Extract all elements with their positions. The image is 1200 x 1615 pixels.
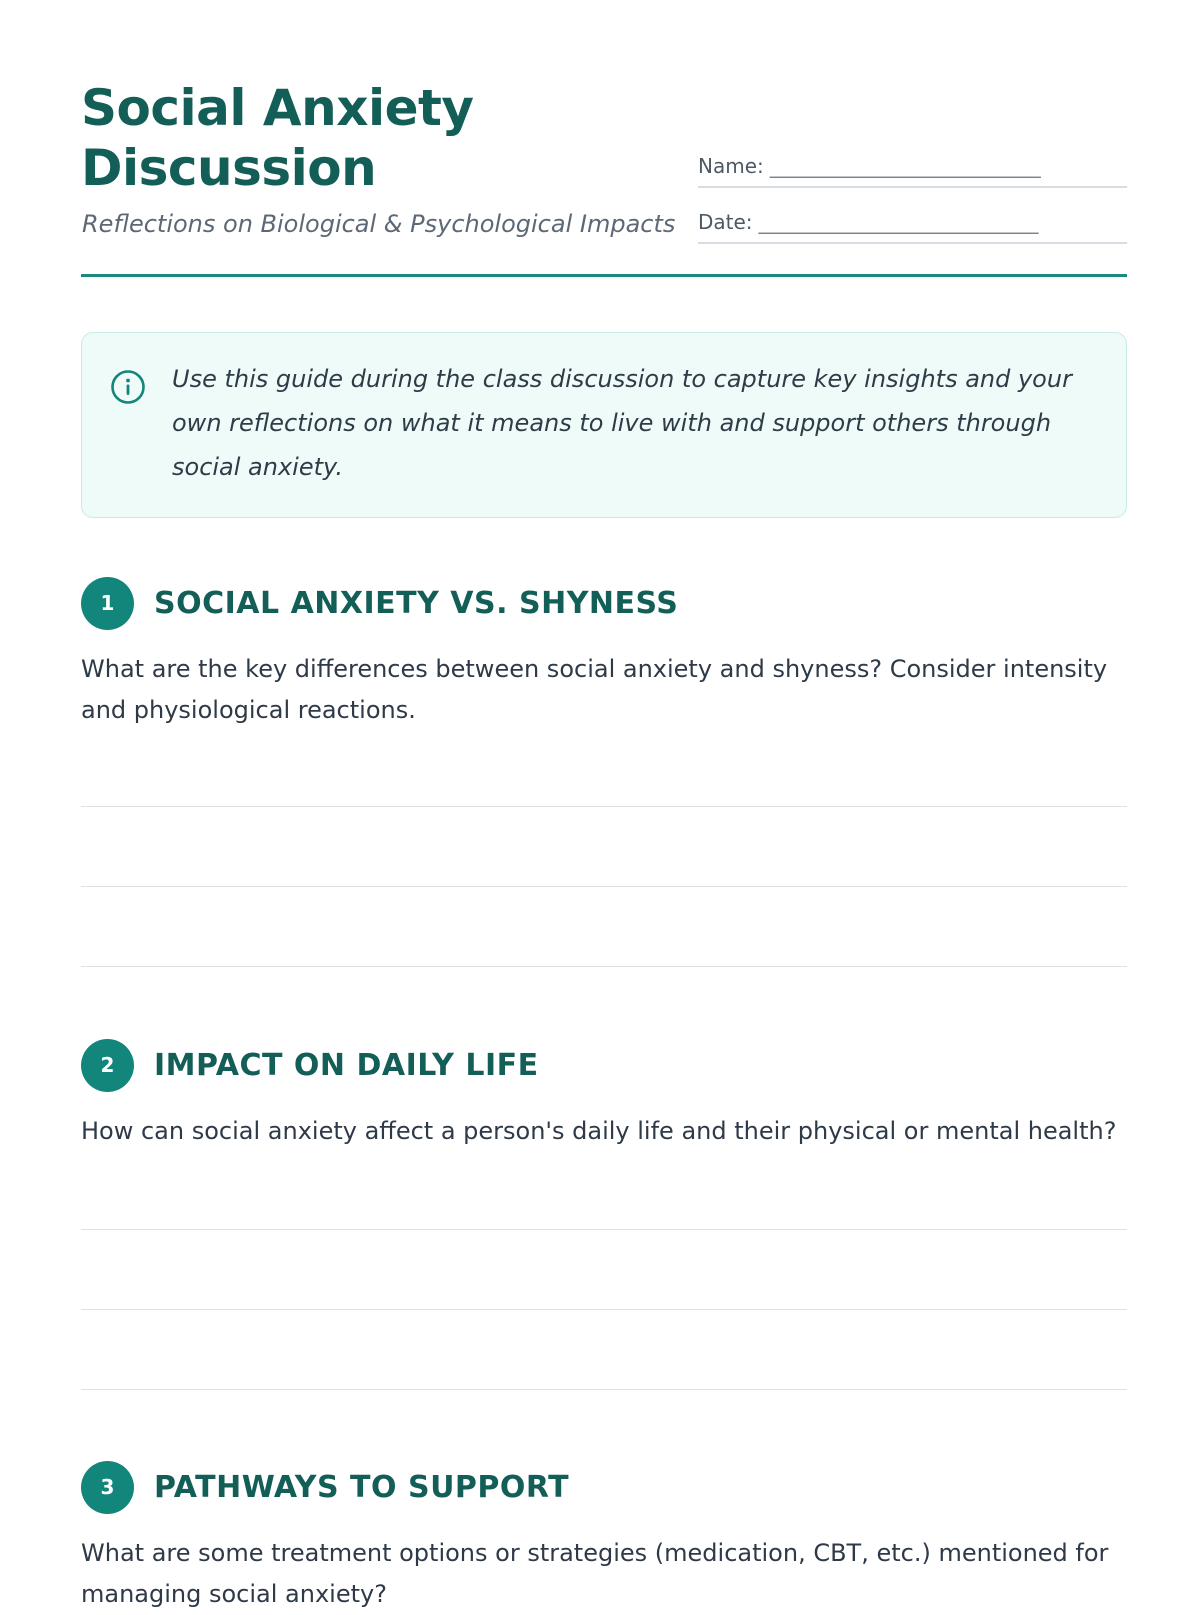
answer-line[interactable] — [81, 1229, 1127, 1230]
intro-text: Use this guide during the class discussion to capture key insights and your own reflections on what it means to live with and support others through social anxiety. — [172, 365, 1072, 481]
date-label: Date: — [698, 210, 753, 234]
page-title: Social Anxiety Discussion — [81, 79, 474, 197]
name-label: Name: — [698, 154, 764, 178]
section-number-badge: 3 — [81, 1461, 134, 1514]
worksheet-header — [81, 0, 1127, 280]
section-heading: IMPACT ON DAILY LIFE — [154, 1048, 539, 1083]
section-heading: SOCIAL ANXIETY VS. SHYNESS — [154, 586, 679, 621]
section-question: What are the key differences between social anxiety and shyness? Consider intensity and physiological reactions. — [81, 655, 1108, 724]
answer-line[interactable] — [81, 1309, 1127, 1310]
answer-line[interactable] — [81, 886, 1127, 887]
page-subtitle: Reflections on Biological & Psychological Impacts — [82, 210, 676, 238]
header-divider — [81, 274, 1127, 277]
section-number-badge: 1 — [81, 577, 134, 630]
answer-line[interactable] — [81, 1389, 1127, 1390]
section-question: How can social anxiety affect a person's daily life and their physical or mental health? — [81, 1117, 1117, 1145]
intro-callout — [81, 332, 1127, 518]
section-number-badge: 2 — [81, 1039, 134, 1092]
date-field[interactable] — [698, 204, 1127, 244]
name-field[interactable] — [698, 148, 1127, 188]
info-icon — [110, 369, 146, 405]
section-heading: PATHWAYS TO SUPPORT — [154, 1470, 570, 1505]
answer-line[interactable] — [81, 806, 1127, 807]
name-blank: ______________________________ — [769, 154, 1040, 178]
section-question: What are some treatment options or strategies (medication, CBT, etc.) mentioned for managing social anxiety? — [81, 1539, 1109, 1608]
worksheet-page — [81, 0, 1127, 1608]
date-blank: _______________________________ — [758, 210, 1038, 234]
answer-line[interactable] — [81, 966, 1127, 967]
